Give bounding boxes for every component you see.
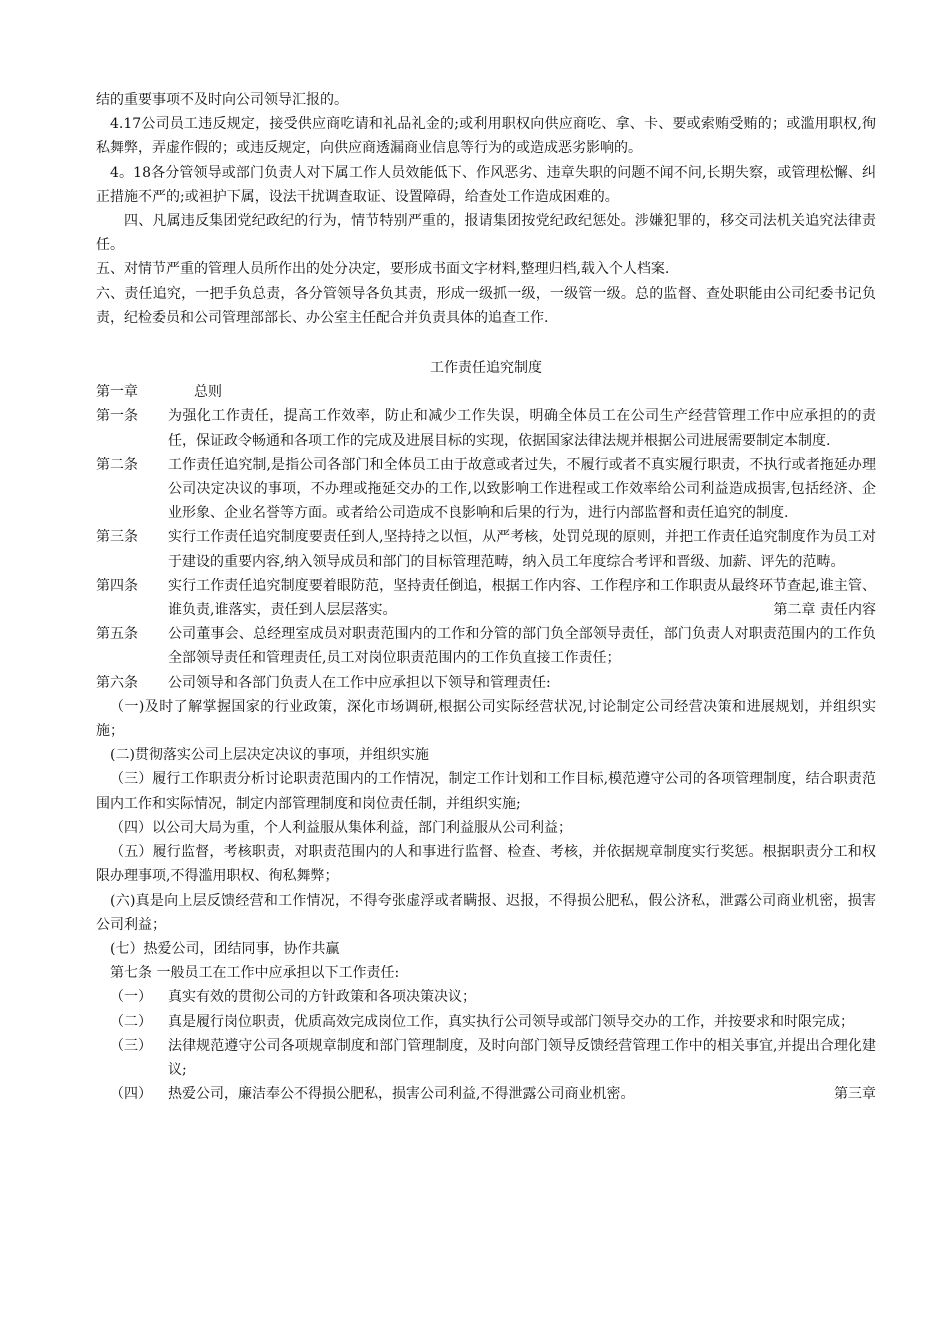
article-text-with-trailer — [168, 574, 876, 622]
leader-duty-item: （五）履行监督，考核职责，对职责范围内的人和事进行监督、检查、考核，并依据规章制度实行奖惩。根据职责分工和权限办理事项,不得滥用职权、徇私舞弊； — [96, 844, 876, 885]
paragraph-4-18: 4。18各分管领导或部门负责人对下属工作人员效能低下、作风恶劣、违章失职的问题不闻不问,长期失察，或管理松懈、纠正措施不严的;或袒护下属，设法干扰调查取证、设置障碍，给查处工作造成困难的。 — [96, 164, 876, 205]
employee-duty-item — [96, 1034, 876, 1082]
article-text: 工作责任追究制,是指公司各部门和全体员工由于故意或者过失，不履行或者不真实履行职责，不执行或者拖延办理公司决定决议的事项，不办理或拖延交办的工作,以致影响工作进程或工作效率给公司利益造成损害,包括经济、企业形象、企业名誉等方面。或者给公司造成不良影响和后果的行为，进行内部监督和责任追究的制度. — [168, 456, 876, 522]
chapter-heading — [96, 380, 876, 404]
article-label: 第二条 — [96, 456, 138, 473]
leader-duty-item: （一)及时了解掌握国家的行业政策，深化市场调研,根据公司实际经营状况,讨论制定公司经营决策和进展规划，并组织实施； — [96, 698, 876, 740]
duty-text-with-trailer — [168, 1082, 876, 1106]
article-label: 第六条 — [96, 674, 138, 691]
chapter-label: 第一章 — [96, 384, 138, 401]
leader-duty-item: (七）热爱公司，团结同事，协作共赢 — [110, 940, 340, 957]
duty-text: 真是履行岗位职责，优质高效完成岗位工作，真实执行公司领导或部门领导交办的工作，并按要求和时限完成； — [168, 1013, 854, 1030]
chapter-three-heading: 第三章 — [834, 1086, 876, 1103]
duty-label: （一） — [110, 989, 152, 1006]
article-text: 公司领导和各部门负责人在工作中应承担以下领导和管理责任: — [168, 674, 551, 691]
article-item — [96, 671, 876, 695]
article-item — [96, 574, 876, 622]
chapter-title: 总则 — [194, 384, 222, 401]
duty-text: 热爱公司，廉洁奉公不得损公肥私，损害公司利益,不得泄露公司商业机密。 — [168, 1086, 635, 1103]
employee-duty-item — [96, 1010, 876, 1034]
document-page — [96, 88, 876, 1106]
article-label: 第一条 — [96, 408, 138, 425]
paragraph-section-six: 六、责任追究，一把手负总责，各分管领导各负其责，形成一级抓一级，一级管一级。总的监督、查处职能由公司纪委书记负责，纪检委员和公司管理部部长、办公室主任配合并负责具体的追查工作. — [96, 285, 876, 326]
spacer — [96, 330, 876, 356]
duty-text: 法律规范遵守公司各项规章制度和部门管理制度，及时向部门领导反馈经营管理工作中的相关事宜,并提出合理化建议; — [168, 1037, 876, 1078]
employee-duty-item — [96, 985, 876, 1009]
document-title: 工作责任追究制度 — [430, 360, 542, 377]
leader-duty-item: （三）履行工作职责分析讨论职责范围内的工作情况，制定工作计划和工作目标,模范遵守公司的各项管理制度，结合职责范围内工作和实际情况，制定内部管理制度和岗位责任制，并组织实施; — [96, 771, 876, 812]
duty-label: （二） — [110, 1013, 152, 1030]
leader-duty-item: (六)真是向上层反馈经营和工作情况，不得夸张虚浮或者瞒报、迟报，不得损公肥私，假公济私，泄露公司商业机密，损害公司利益； — [96, 892, 876, 933]
employee-duty-item — [96, 1082, 876, 1106]
article-text: 公司董事会、总经理室成员对职责范围内的工作和分管的部门负全部领导责任，部门负责人对职责范围内的工作负全部领导责任和管理责任,员工对岗位职责范围内的工作负直接工作责任； — [168, 626, 876, 667]
article-item — [96, 404, 876, 452]
duty-label: （三） — [110, 1037, 152, 1054]
article-item — [96, 525, 876, 573]
article-seven: 第七条 一般员工在工作中应承担以下工作责任: — [110, 965, 400, 982]
article-item — [96, 622, 876, 670]
paragraph-continuation: 结的重要事项不及时向公司领导汇报的。 — [96, 92, 348, 108]
article-text: 实行工作责任追究制度要着眼防范，坚持责任倒追，根据工作内容、工作程序和工作职责从最终环节查起,谁主管、谁负责,谁落实，责任到人层层落实。 — [168, 577, 876, 619]
article-label: 第三条 — [96, 529, 138, 546]
article-text: 为强化工作责任，提高工作效率，防止和减少工作失误，明确全体员工在公司生产经营管理工作中应承担的的责任，保证政令畅通和各项工作的完成及进展目标的实现，依据国家法律法规并根据公司进展需要制定本制度. — [168, 408, 876, 449]
paragraph-4-17: 4.17公司员工违反规定，接受供应商吃请和礼品礼金的;或利用职权向供应商吃、拿、卡、要或索贿受贿的；或滥用职权,徇私舞弊，弄虚作假的；或违反规定，向供应商透漏商业信息等行为的或造成恶劣影响的。 — [96, 116, 876, 157]
duty-label: （四） — [110, 1086, 152, 1103]
article-text: 实行工作责任追究制度要责任到人,坚持持之以恒，从严考核，处罚兑现的原则，并把工作责任追究制度作为员工对于建设的重要内容,纳入领导成员和部门的目标管理范畴，纳入员工年度综合考评和晋级、加薪、评先的范畴。 — [168, 529, 876, 570]
article-item — [96, 453, 876, 526]
paragraph-section-five: 五、对情节严重的管理人员所作出的处分决定，要形成书面文字材料,整理归档,载入个人档案. — [96, 261, 670, 278]
article-label: 第四条 — [96, 577, 138, 594]
leader-duty-item: （四）以公司大局为重，个人利益服从集体利益，部门利益服从公司利益； — [110, 819, 572, 836]
duty-text: 真实有效的贯彻公司的方针政策和各项决策决议； — [168, 989, 476, 1006]
chapter-two-heading: 第二章 责任内容 — [773, 602, 876, 619]
leader-duty-item: (二)贯彻落实公司上层决定决议的事项，并组织实施 — [110, 747, 429, 764]
article-label: 第五条 — [96, 626, 138, 643]
paragraph-section-four: 四、凡属违反集团党纪政纪的行为，情节特别严重的，报请集团按党纪政纪惩处。涉嫌犯罪的，移交司法机关追究法律责任。 — [96, 213, 876, 254]
